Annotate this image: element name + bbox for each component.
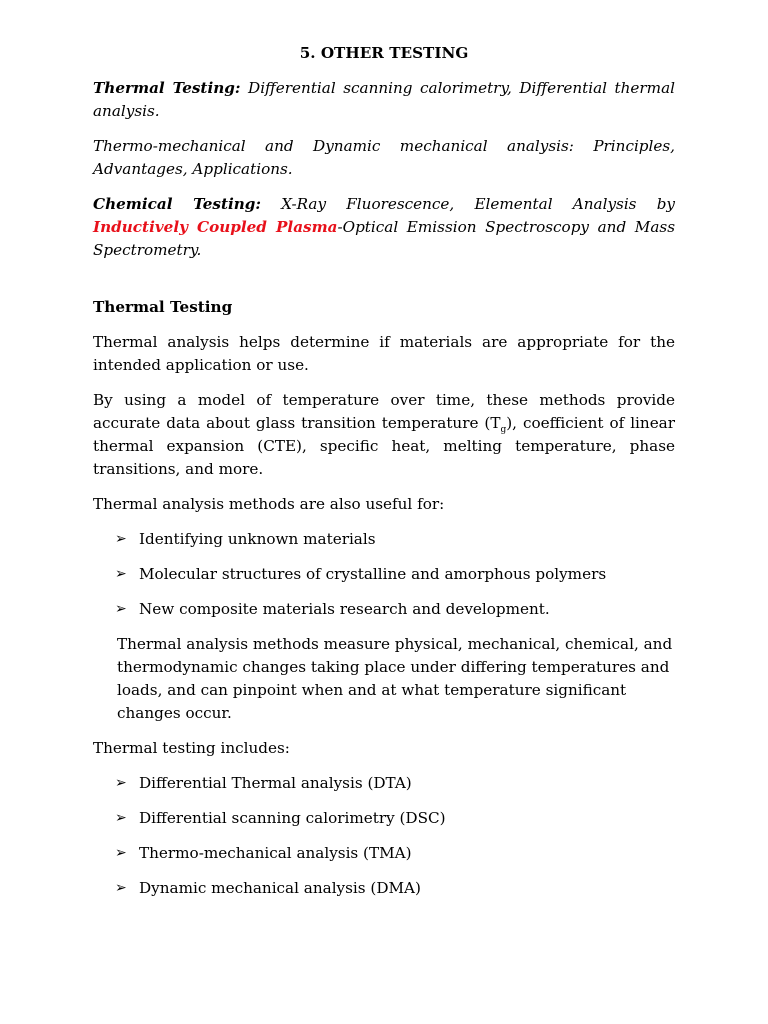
list-item-text: Differential Thermal analysis (DTA): [139, 774, 412, 792]
arrow-bullet-icon: ➢: [115, 566, 127, 582]
paragraph-model-part-a: By using a model of temperature over time, these methods provide accurate data about glass transition temperature (T: [93, 391, 675, 432]
list-item: [93, 877, 675, 900]
list-item: [93, 772, 675, 795]
document-page: [93, 42, 675, 912]
chemical-testing-text-2: -Optical Emission Spectroscopy and Mass Spectrometry.: [93, 218, 675, 259]
list-item-text: Thermo-mechanical analysis (TMA): [139, 844, 412, 862]
arrow-bullet-icon: ➢: [115, 775, 127, 791]
arrow-bullet-icon: ➢: [115, 531, 127, 547]
uses-list: [93, 528, 675, 621]
paragraph-purpose: Thermal analysis helps determine if materials are appropriate for the intended application or use.: [93, 333, 675, 374]
paragraph-includes: Thermal testing includes:: [93, 739, 290, 757]
overview-thermo-mechanical: Thermo-mechanical and Dynamic mechanical analysis: Principles, Advantages, Applications.: [93, 137, 675, 178]
section-title-thermal-testing: Thermal Testing: [93, 298, 233, 316]
arrow-bullet-icon: ➢: [115, 810, 127, 826]
arrow-bullet-icon: ➢: [115, 880, 127, 896]
overview-chemical: [93, 193, 675, 262]
list-item-text: Differential scanning calorimetry (DSC): [139, 809, 446, 827]
list-item-text: Molecular structures of crystalline and amorphous polymers: [139, 565, 607, 583]
list-item: [93, 842, 675, 865]
list-item: [93, 528, 675, 551]
page-title: 5. OTHER TESTING: [299, 44, 469, 62]
list-item-text: Dynamic mechanical analysis (DMA): [139, 879, 421, 897]
thermal-testing-label: Thermal Testing:: [93, 79, 241, 97]
list-item: [93, 807, 675, 830]
paragraph-measurements: Thermal analysis methods measure physical, mechanical, chemical, and thermodynamic changes taking place under differing temperatures and loads, and can pinpoint when and at what temperature significant changes occur.: [117, 635, 673, 722]
icp-highlight: Inductively Coupled Plasma: [93, 218, 338, 236]
tg-subscript: g: [500, 425, 507, 436]
list-item: [93, 598, 675, 621]
includes-list: [93, 772, 675, 900]
thermal-testing-text: Differential scanning calorimetry, Differential thermal analysis.: [93, 79, 675, 120]
chemical-testing-text-1: X-Ray Fluorescence, Elemental Analysis by: [261, 195, 675, 213]
paragraph-useful-for: Thermal analysis methods are also useful for:: [93, 495, 445, 513]
arrow-bullet-icon: ➢: [115, 845, 127, 861]
overview-thermal: [93, 77, 675, 123]
list-item-text: New composite materials research and development.: [139, 600, 550, 618]
paragraph-model-part-b: ), coefficient of linear thermal expansion (CTE), specific heat, melting temperature, phase transitions, and more.: [93, 414, 675, 478]
arrow-bullet-icon: ➢: [115, 601, 127, 617]
chemical-testing-label: Chemical Testing:: [93, 195, 261, 213]
paragraph-model: [93, 389, 675, 481]
list-item: [93, 563, 675, 586]
list-item-text: Identifying unknown materials: [139, 530, 376, 548]
